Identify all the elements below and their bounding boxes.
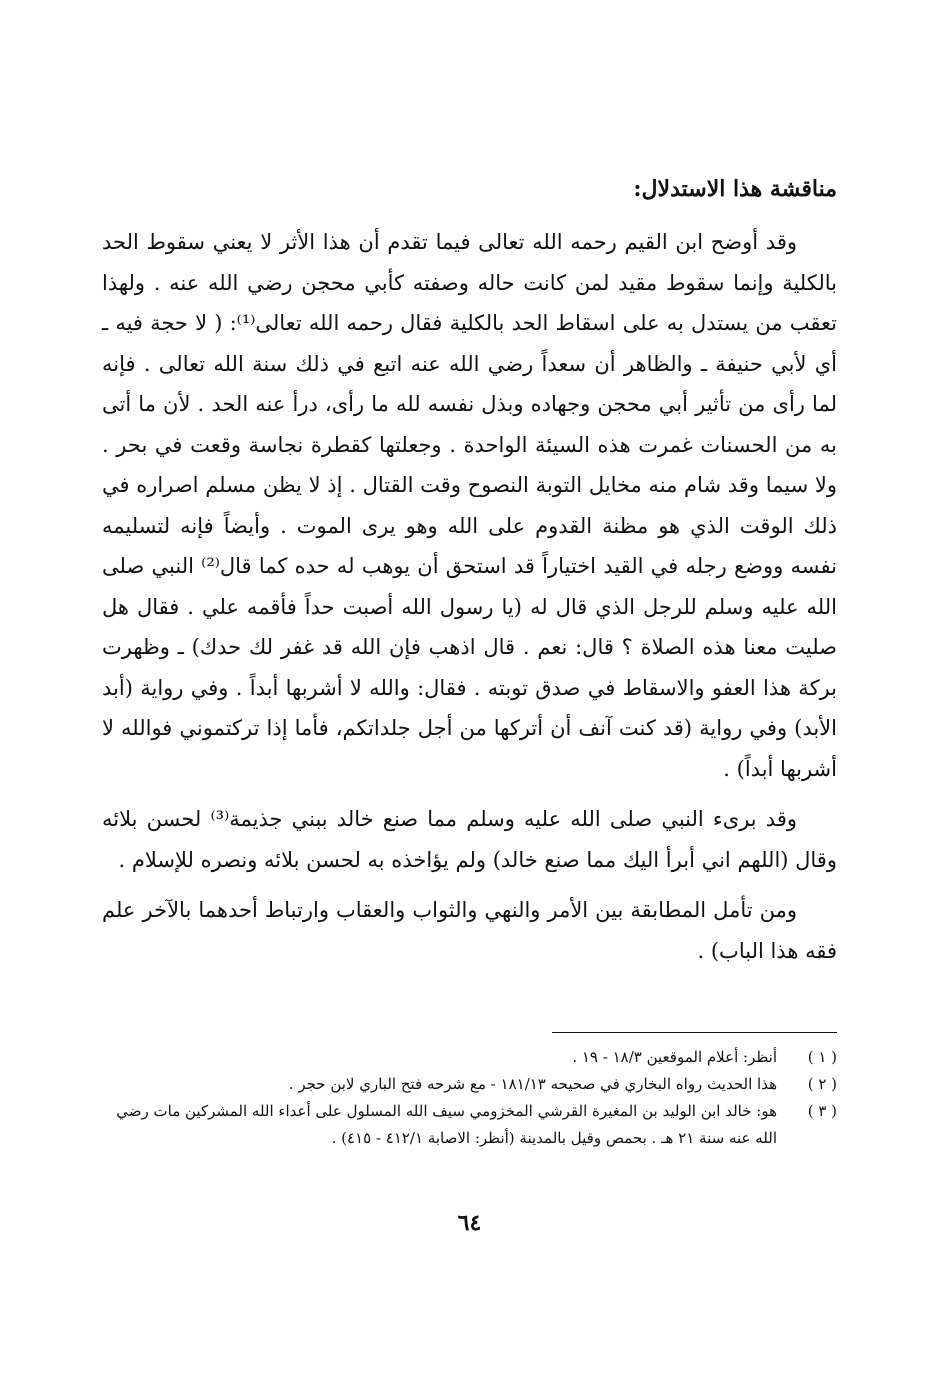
footnote-separator: [552, 1032, 837, 1033]
footnote-text: هو: خالد ابن الوليد بن المغيرة القرشي المخزومي سيف الله المسلول على أعداء الله المشركين مات رضي الله عنه سنة ٢١ هـ . بحمص وقيل بالمدينة (أنظر: الاصابة ٤١٢/١ - ٤١٥) .: [116, 1102, 777, 1147]
paragraph: وقد أوضح ابن القيم رحمه الله تعالى فيما تقدم أن هذا الأثر لا يعني سقوط الحد بالكلية وإنما سقوط مقيد لمن كانت حاله وصفته كأبي محجن رضي الله عنه . ولهذا تعقب من يستدل به على اسقاط الحد بالكلية فقال رحمه الله تعالى⁽¹⁾: ( لا حجة فيه ـ أي لأبي حنيفة ـ والظاهر أن سعداً رضي الله عنه اتبع في ذلك سنة الله تعالى . فإنه لما رأى من تأثير أبي محجن وجهاده وبذل نفسه لله ما رأى، درأ عنه الحد . لأن ما أتى به من الحسنات غمرت هذه السيئة الواحدة . وجعلتها كقطرة نجاسة وقعت في بحر . ولا سيما وقد شام منه مخايل التوبة النصوح وقت القتال . إذ لا يظن مسلم اصراره في ذلك الوقت الذي هو مظنة القدوم على الله وهو يرى الموت . وأيضاً فإنه لتسليمه نفسه ووضع رجله في القيد اختياراً قد استحق أن يوهب له حده كما قال⁽²⁾ النبي صلى الله عليه وسلم للرجل الذي قال له (يا رسول الله أصبت حداً فأقمه علي . فقال هل صليت معنا هذه الصلاة ؟ قال: نعم . قال اذهب فإن الله قد غفر لك حدك) ـ وظهرت بركة هذا العفو والاسقاط في صدق توبته . فقال: والله لا أشربها أبداً . وفي رواية (أبد الأبد) وفي رواية (قد كنت آنف أن أتركها من أجل جلداتكم، فأما إذا تركتموني فوالله لا أشربها أبداً) .: [102, 230, 837, 781]
footnote-number: ( ٣ ): [807, 1102, 837, 1120]
footnote: [102, 1071, 837, 1098]
footnote: [102, 1098, 837, 1152]
footnotes: [102, 1044, 837, 1152]
paragraph: ومن تأمل المطابقة بين الأمر والنهي والثواب والعقاب وارتباط أحدهما بالآخر علم فقه هذا الباب) .: [102, 898, 837, 963]
footnote-number: ( ١ ): [807, 1048, 837, 1066]
page-number: ٦٤: [457, 1210, 482, 1236]
footnote-text: أنظر: أعلام الموقعين ١٨/٣ - ١٩ .: [572, 1048, 777, 1066]
footnote-number: ( ٢ ): [807, 1075, 837, 1093]
footnote: [102, 1044, 837, 1071]
section-heading: مناقشة هذا الاستدلال:: [633, 176, 837, 202]
main-text: [102, 222, 837, 981]
footnote-text: هذا الحديث رواه البخاري في صحيحه ١٨١/١٣ - مع شرحه فتح الباري لابن حجر .: [288, 1075, 777, 1093]
paragraph: وقد برىء النبي صلى الله عليه وسلم مما صنع خالد ببني جذيمة⁽³⁾ لحسن بلائه وقال (اللهم اني أبرأ اليك مما صنع خالد) ولم يؤاخذه به لحسن بلائه ونصره للإسلام .: [102, 807, 837, 872]
